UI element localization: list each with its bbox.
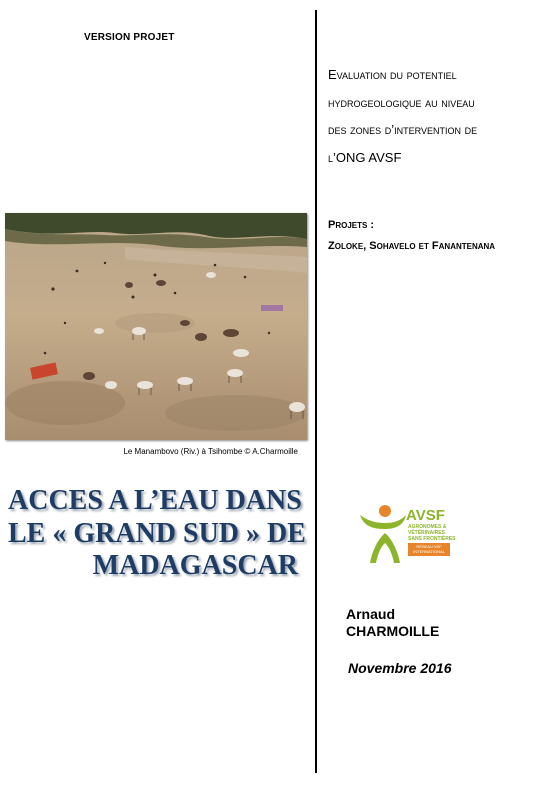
main-title [8, 485, 306, 583]
logo-subtitle-line: SANS FRONTIÈRES [408, 536, 456, 542]
vertical-divider [315, 10, 317, 773]
report-title-line: des zones d’intervention de [328, 122, 478, 137]
logo-badge-line: RÉSEAU VSF [416, 544, 442, 549]
report-title [328, 61, 553, 171]
logo-subtitle [408, 524, 456, 542]
report-title-line: hydrogeologique au niveau [328, 94, 475, 110]
cover-photo [5, 213, 307, 440]
main-title-line: MADAGASCAR [92, 550, 298, 581]
version-label: VERSION PROJET [84, 32, 175, 43]
logo-badge [408, 543, 450, 556]
main-title-line: LE « GRAND SUD » DE [8, 517, 306, 549]
logo-subtitle-line: VÉTÉRINAIRES [408, 530, 445, 536]
logo-subtitle-line: AGRONOMES & [408, 524, 447, 530]
photo-caption: Le Manambovo (Riv.) à Tsihombe © A.Charmoille [123, 447, 298, 456]
logo-badge-line: INTERNATIONAL [413, 549, 445, 554]
author-last-name: CHARMOILLE [346, 623, 440, 639]
projects-list: Zoloke, Sohavelo et Fanantenana [328, 240, 496, 252]
report-title-line: Evaluation du potentiel [328, 67, 457, 82]
publication-date: Novembre 2016 [348, 660, 452, 676]
projects-label: Projets : [328, 219, 375, 231]
author-name [346, 606, 439, 640]
report-title-line: l’ONG AVSF [328, 149, 402, 165]
author-first-name: Arnaud [346, 606, 395, 622]
logo-name: AVSF [406, 507, 445, 524]
main-title-line: ACCES A L’EAU DANS [8, 485, 302, 516]
